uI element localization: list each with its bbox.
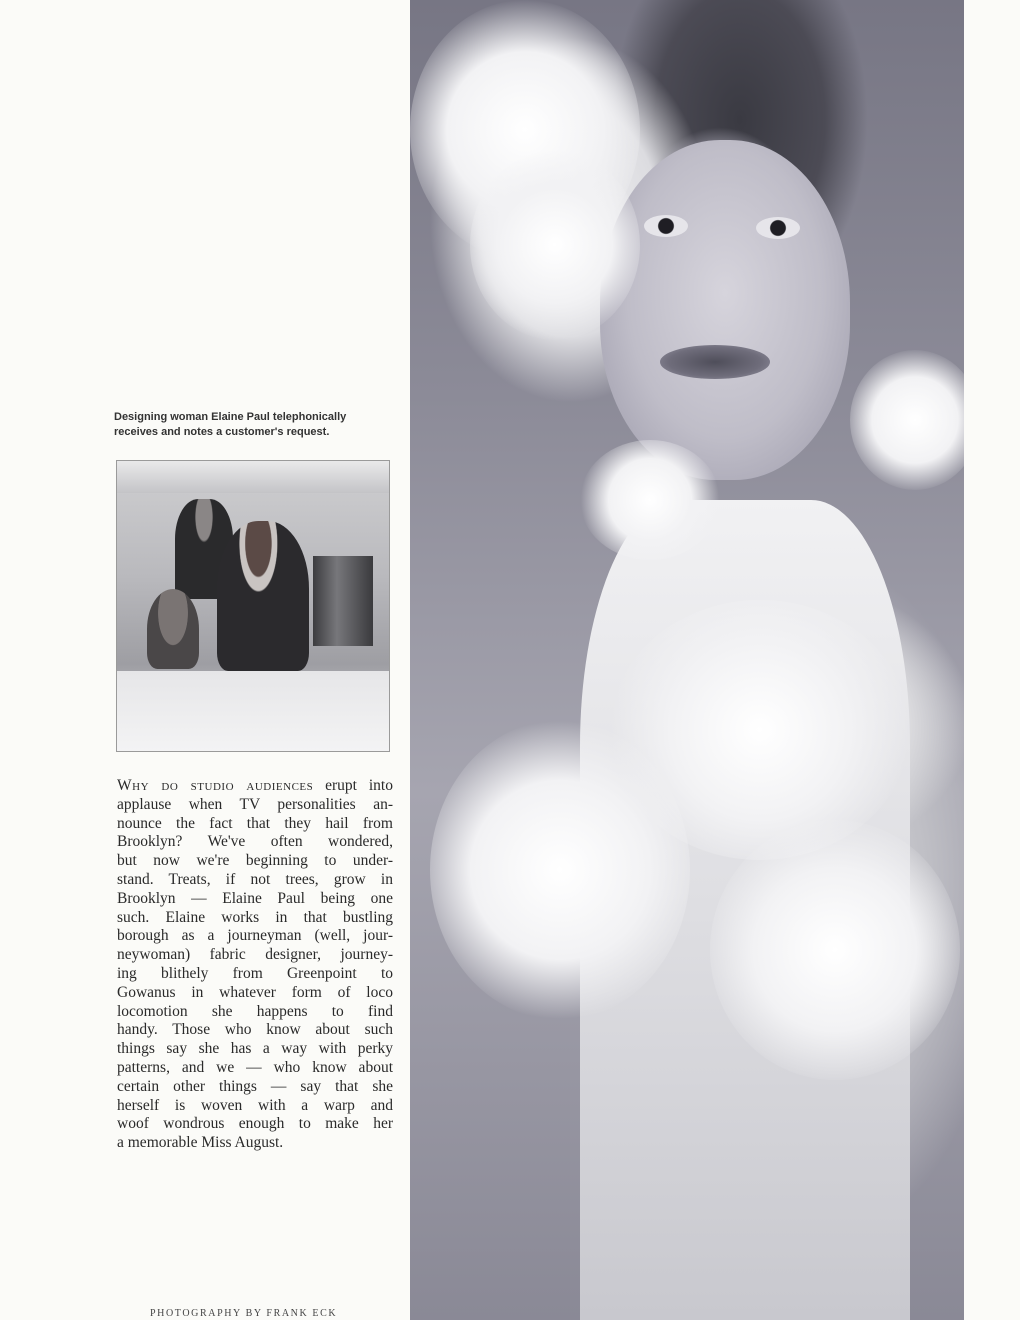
article-line: neywoman) fabric designer, journey- [117, 946, 393, 964]
caption-line: Designing woman Elaine Paul telephonically [114, 411, 347, 423]
article-line: patterns, and we — who know about [117, 1058, 393, 1076]
blossom-blur [710, 820, 960, 1080]
article-line-first [117, 777, 393, 796]
main-portrait-photo [410, 0, 964, 1320]
article-line: but now we're beginning to under- [117, 852, 393, 870]
article-line: Brooklyn? We've often wondered, [117, 833, 393, 851]
article-line: applause when TV personalities an- [117, 795, 393, 813]
photo-credit: PHOTOGRAPHY BY FRANK ECK [150, 1308, 338, 1319]
office-machine [313, 556, 373, 646]
blossom-blur [580, 440, 720, 560]
article-line: borough as a journeyman (well, jour- [117, 927, 393, 945]
article-line: locomotion she happens to find [117, 1002, 393, 1020]
article-line: herself is woven with a warp and [117, 1096, 393, 1114]
article-line: certain other things — say that she [117, 1077, 393, 1095]
woman-on-phone-figure [217, 521, 309, 671]
caption-line: receives and notes a customer's request. [114, 426, 330, 438]
article-lead: Why do studio audiences [117, 777, 314, 794]
photo-caption [114, 410, 390, 440]
article-line: Brooklyn — Elaine Paul being one [117, 889, 393, 907]
office-desk [117, 671, 389, 751]
portrait-lips [660, 345, 770, 379]
article-line: a memorable Miss August. [117, 1134, 284, 1152]
article-line: such. Elaine works in that bustling [117, 908, 393, 926]
left-eye [644, 215, 688, 237]
blossom-blur [850, 350, 964, 490]
right-eye [756, 217, 800, 239]
article-line: Gowanus in whatever form of loco [117, 983, 393, 1001]
office-shelf [117, 461, 389, 493]
blossom-blur [470, 150, 640, 340]
article-line: handy. Those who know about such [117, 1021, 393, 1039]
portrait-face [600, 140, 850, 480]
article-body [117, 777, 393, 1153]
article-line: ing blithely from Greenpoint to [117, 964, 393, 982]
blossom-blur [430, 720, 690, 1020]
article-line: nounce the fact that they hail from [117, 814, 393, 832]
inset-photo-office [116, 460, 390, 752]
article-line: things say she has a way with perky [117, 1040, 393, 1058]
article-line: woof wondrous enough to make her [117, 1115, 393, 1133]
foreground-figure [147, 589, 199, 669]
article-line: stand. Treats, if not trees, grow in [117, 870, 393, 888]
article-line: erupt into [325, 777, 393, 794]
